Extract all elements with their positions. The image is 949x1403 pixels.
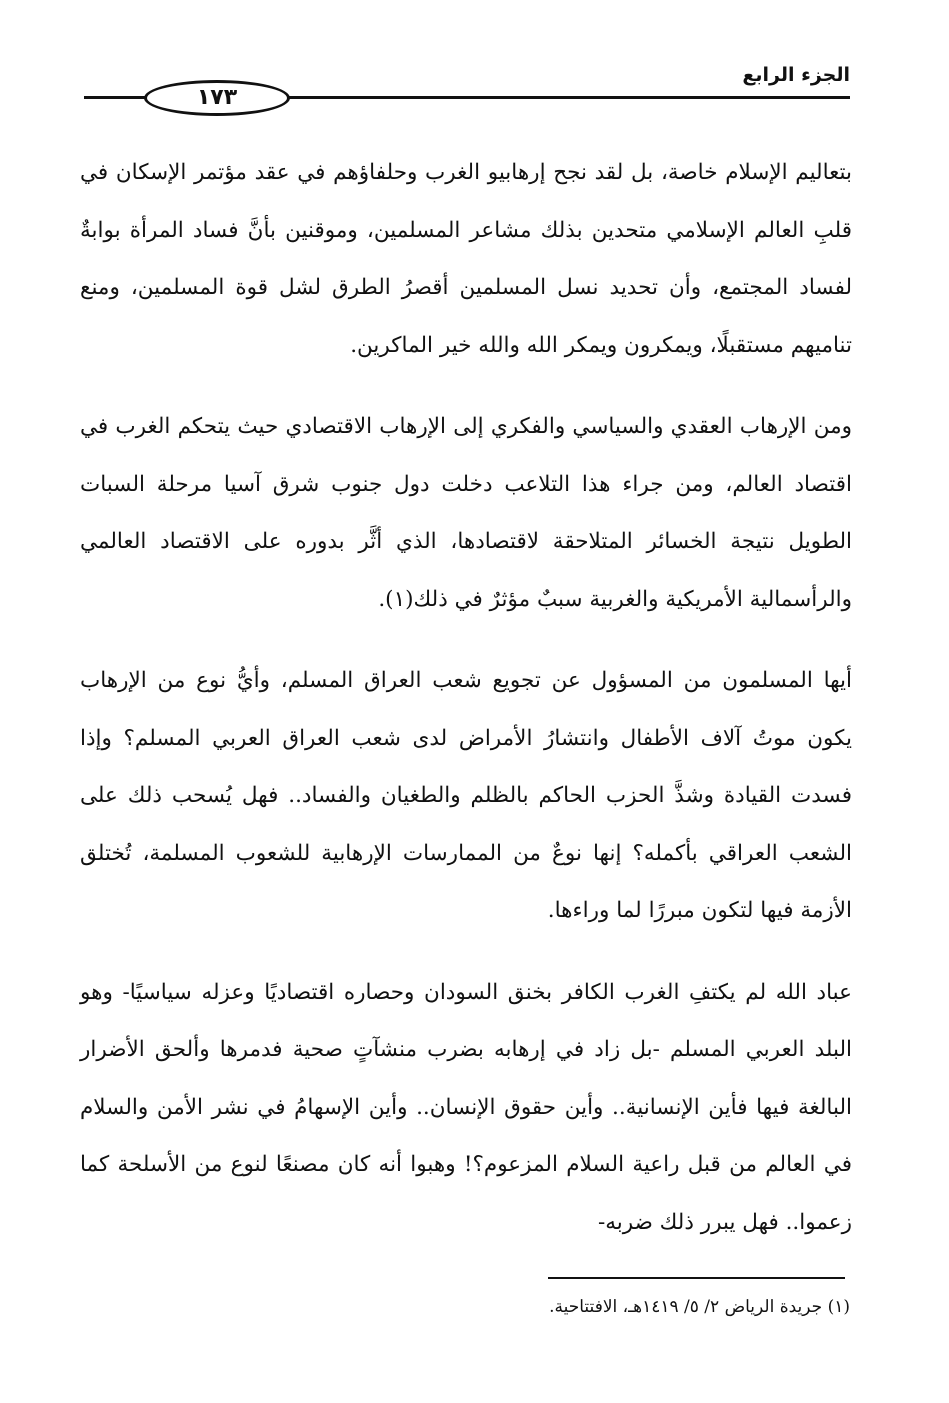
page-header bbox=[84, 62, 850, 114]
body-text bbox=[80, 144, 852, 1275]
paragraph: ومن الإرهاب العقدي والسياسي والفكري إلى الإرهاب الاقتصادي حيث يتحكم الغرب في اقتصاد العالم، ومن جراء هذا التلاعب دخلت دول جنوب شرق آسيا مرحلة السبات الطويل نتيجة الخسائر المتلاحقة لاقتصادها، الذي أثَّر بدوره على الاقتصاد العالمي والرأسمالية الأمريكية والغربية سببٌ مؤثرٌ في ذلك(١). bbox=[80, 414, 852, 612]
header-title: الجزء الرابع bbox=[742, 64, 850, 86]
page-number: ١٧٣ bbox=[144, 80, 290, 116]
paragraph: عباد الله لم يكتفِ الغرب الكافر بخنق السودان وحصاره اقتصاديًا وعزله سياسيًا- وهو البلد العربي المسلم -بل زاد في إرهابه بضرب منشآتٍ صحية فدمرها وألحق الأضرار البالغة فيها فأين الإنسانية.. وأين حقوق الإنسان.. وأين الإسهامُ في نشر الأمن والسلام في العالم من قبل راعية السلام المزعوم؟! وهبوا أنه كان مصنعًا لنوع من الأسلحة كما زعموا.. فهل يبرر ذلك ضربه- bbox=[80, 979, 852, 1235]
footnote: (١) جريدة الرياض ٢/ ٥/ ١٤١٩هـ، الافتتاحية. bbox=[549, 1297, 850, 1317]
paragraph: أيها المسلمون من المسؤول عن تجويع شعب العراق المسلم، وأيُّ نوع من الإرهاب يكون موتُ آلاف الأطفال وانتشارُ الأمراض لدى شعب العراق العربي المسلم؟ وإذا فسدت القيادة وشذَّ الحزب الحاكم بالظلم والطغيان والفساد.. فهل يُسحب ذلك على الشعب العراقي بأكمله؟ إنها نوعٌ من الممارسات الإرهابية للشعوب المسلمة، تُختلق الأزمة فيها لتكون مبررًا لما وراءها. bbox=[80, 668, 852, 923]
footnote-rule bbox=[548, 1277, 845, 1279]
paragraph: بتعاليم الإسلام خاصة، بل لقد نجح إرهابيو الغرب وحلفاؤهم في عقد مؤتمر الإسكان في قلبِ العالم الإسلامي متحدين بذلك مشاعر المسلمين، وموقنين بأنَّ فساد المرأة بوابةٌ لفساد المجتمع، وأن تحديد نسل المسلمين أقصرُ الطرق لشل قوة المسلمين، ومنع تناميهم مستقبلًا، ويمكرون ويمكر الله والله خير الماكرين. bbox=[80, 160, 852, 358]
